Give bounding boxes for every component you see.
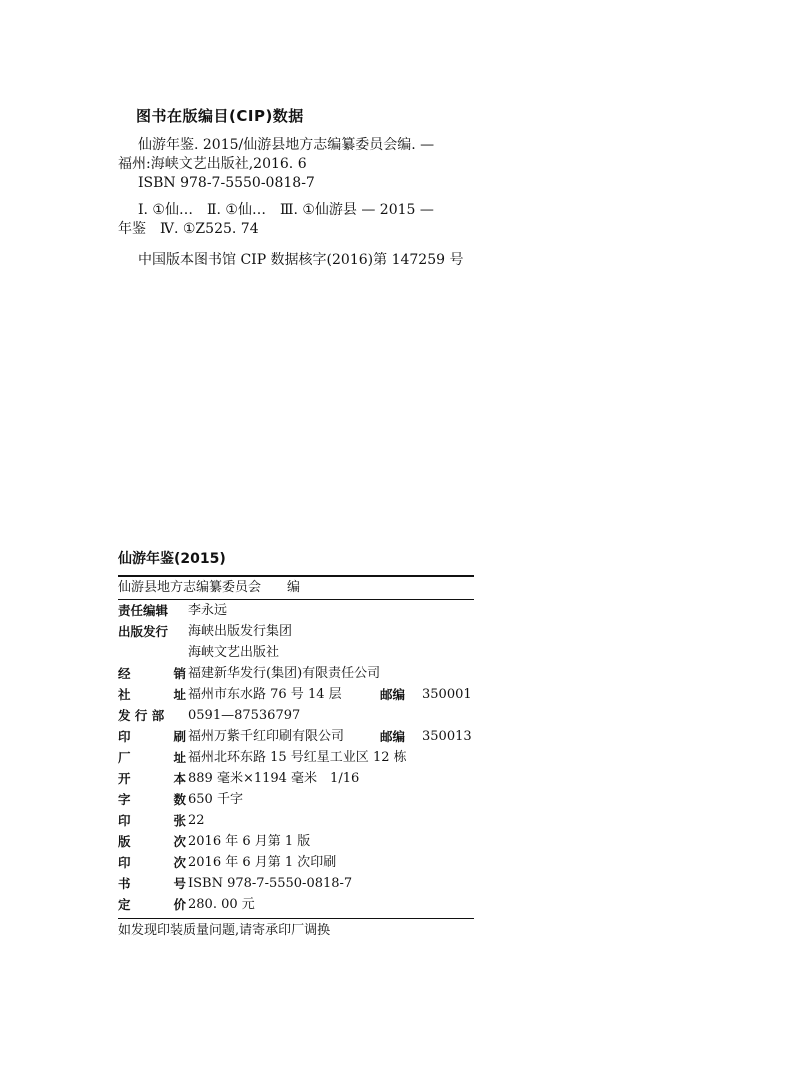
cip-classification [118, 201, 538, 239]
publisher-label: 出版发行 [118, 624, 169, 639]
publisher-value-2: 海峡文艺出版社 [188, 645, 280, 660]
book-title: 仙游年鉴(2015) [118, 551, 226, 567]
sheets-label: 印 张 [118, 813, 186, 828]
phone-row [118, 705, 474, 726]
distributor-label: 经 销 [118, 666, 186, 681]
address-value: 福州市东水路 76 号 14 层 [188, 687, 342, 702]
cip-line: 仙游年鉴. 2015/仙游县地方志编纂委员会编. — [138, 137, 435, 153]
address-label: 社 址 [118, 687, 186, 702]
words-label: 字 数 [118, 792, 186, 807]
format-row [118, 768, 474, 789]
format-label: 开 本 [118, 771, 186, 786]
words-value: 650 千字 [188, 792, 243, 807]
edition-label: 版 次 [118, 834, 186, 849]
cip-record-number: 中国版本图书馆 CIP 数据核字(2016)第 147259 号 [138, 252, 464, 268]
factory-value: 福州北环东路 15 号红星工业区 12 栋 [188, 750, 407, 765]
publisher-row [118, 621, 474, 642]
printer-label: 印 刷 [118, 729, 186, 744]
editor-row [118, 600, 474, 621]
price-label: 定 价 [118, 897, 186, 912]
address-row [118, 684, 474, 705]
quality-notice: 如发现印装质量问题,请寄承印厂调换 [118, 923, 331, 938]
edition-value: 2016 年 6 月第 1 版 [188, 834, 311, 849]
phone-value: 0591—87536797 [188, 708, 301, 723]
cip-class-line: Ⅰ. ①仙… Ⅱ. ①仙… Ⅲ. ①仙游县 — 2015 — [138, 202, 434, 218]
sheets-row [118, 810, 474, 831]
distributor-value: 福建新华发行(集团)有限责任公司 [188, 666, 381, 681]
compiler-line: 仙游县地方志编纂委员会 编 [118, 580, 301, 595]
distributor-row [118, 663, 474, 684]
cip-block [118, 104, 538, 270]
printer-row [118, 726, 474, 747]
format-value: 889 毫米×1194 毫米 1/16 [188, 771, 360, 786]
impression-value: 2016 年 6 月第 1 次印刷 [188, 855, 337, 870]
postcode-label: 邮编 [380, 729, 406, 744]
price-value: 280. 00 元 [188, 897, 255, 912]
editor-label: 责任编辑 [118, 603, 169, 618]
postcode-label: 邮编 [380, 687, 406, 702]
postcode-value: 350001 [422, 687, 472, 702]
publisher-value: 海峡出版发行集团 [188, 624, 293, 639]
postcode-value: 350013 [422, 729, 472, 744]
words-row [118, 789, 474, 810]
cip-class-line: 年鉴 Ⅳ. ①Z525. 74 [118, 221, 259, 237]
factory-row [118, 747, 474, 768]
cip-heading: 图书在版编目(CIP)数据 [136, 107, 304, 125]
sheets-value: 22 [188, 813, 205, 828]
publisher-row-2 [118, 642, 474, 663]
phone-label: 发 行 部 [118, 708, 165, 723]
isbn-label: 书 号 [118, 876, 186, 891]
price-row [118, 894, 474, 915]
factory-label: 厂 址 [118, 750, 186, 765]
isbn-row [118, 873, 474, 894]
impression-row [118, 852, 474, 873]
cip-line: 福州:海峡文艺出版社,2016. 6 [118, 156, 307, 172]
printer-value: 福州万紫千红印刷有限公司 [188, 729, 345, 744]
isbn-value: ISBN 978-7-5550-0818-7 [188, 876, 353, 891]
editor-value: 李永远 [188, 603, 228, 618]
cip-bibliographic-record [118, 136, 538, 193]
edition-row [118, 831, 474, 852]
impression-label: 印 次 [118, 855, 186, 870]
colophon [118, 550, 474, 943]
cip-line: ISBN 978-7-5550-0818-7 [138, 175, 315, 191]
